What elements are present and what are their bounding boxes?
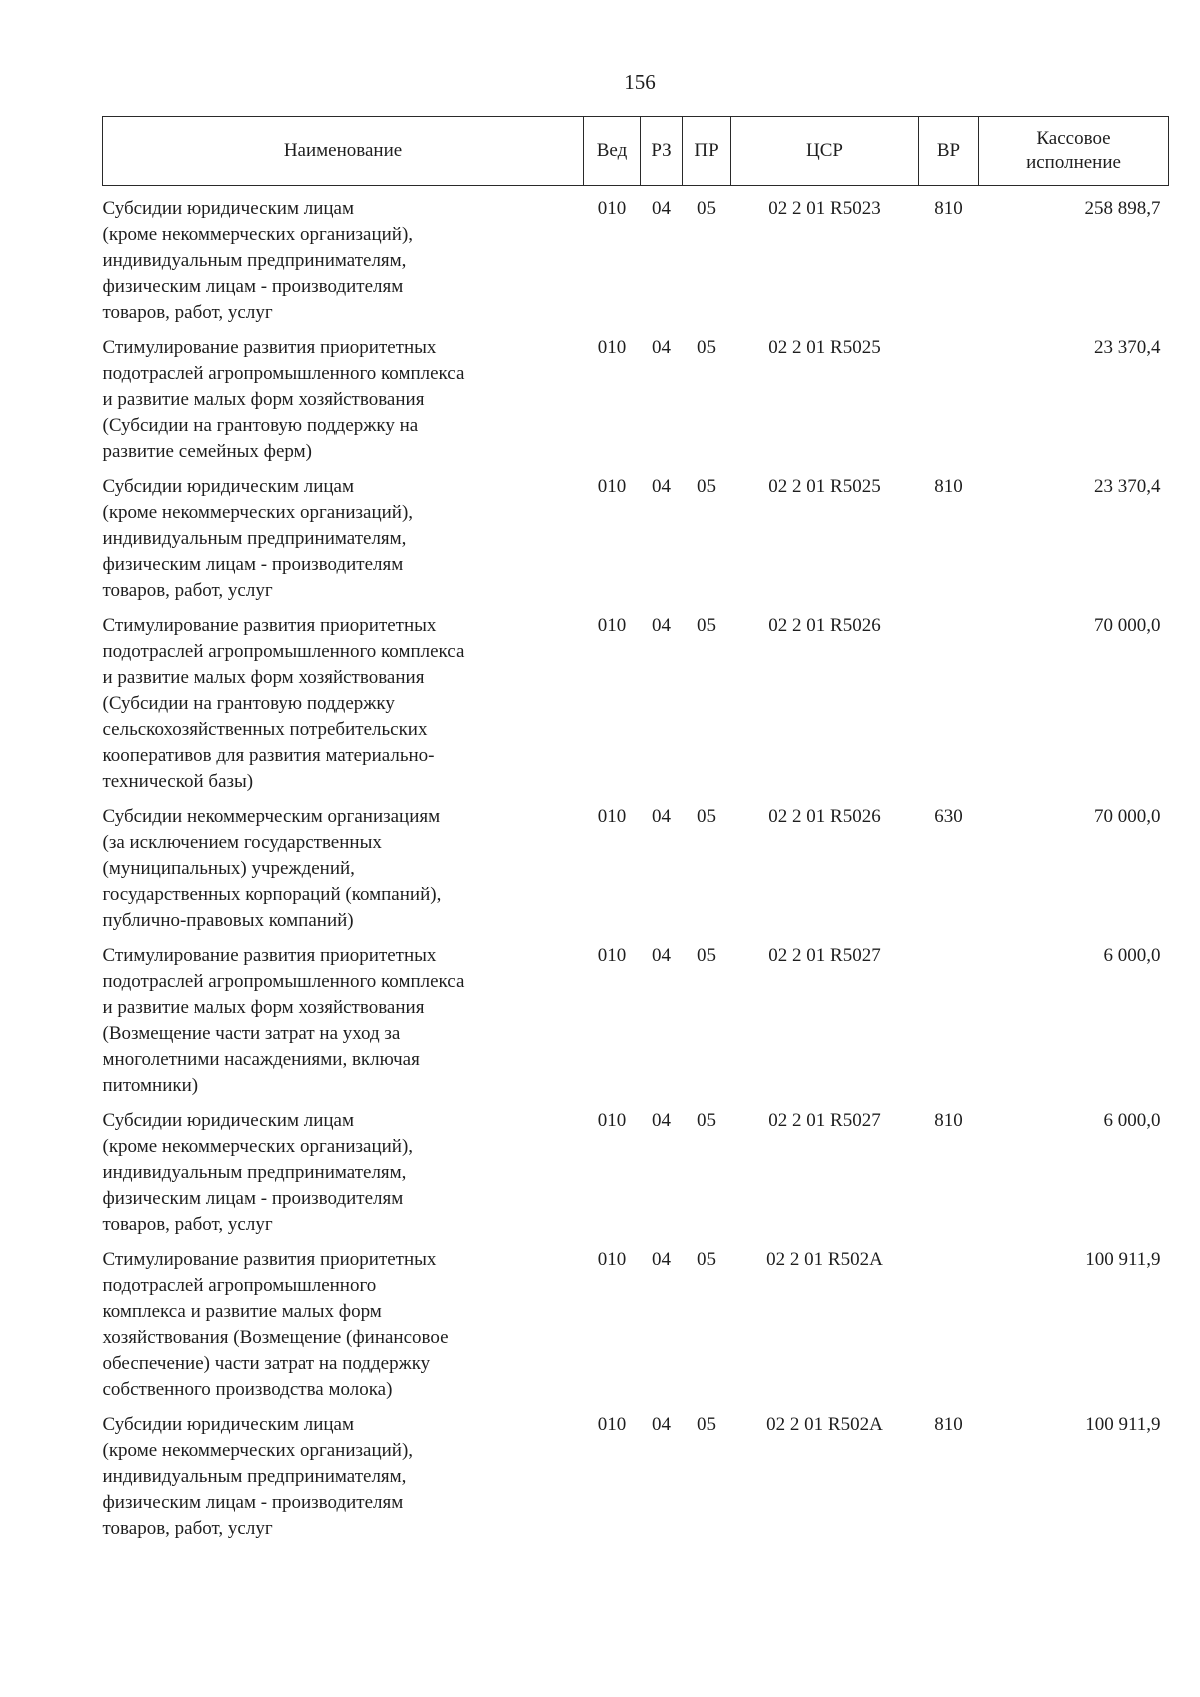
row-amount: 6 000,0 — [1103, 1110, 1161, 1131]
row-name-line: Стимулирование развития приоритетных — [102, 1249, 437, 1270]
header-amount — [979, 117, 1169, 186]
table-row — [103, 804, 1169, 943]
row-name-line: подотраслей агропромышленного комплекса — [102, 971, 465, 992]
row-csr: 02 2 01 R502A — [766, 1414, 883, 1435]
row-name-line: (Возмещение части затрат на уход за — [102, 1023, 401, 1044]
row-name-line: товаров, работ, услуг — [102, 580, 273, 601]
row-ved: 010 — [597, 806, 627, 827]
row-vr: 630 — [934, 806, 963, 827]
row-name-line: (кроме некоммерческих организаций), — [102, 1136, 414, 1157]
row-name-line: индивидуальным предпринимателям, — [102, 1466, 407, 1487]
row-name-line: Стимулирование развития приоритетных — [102, 945, 437, 966]
row-name — [103, 804, 584, 943]
row-name-line: питомники) — [102, 1075, 199, 1096]
row-name-line: индивидуальным предпринимателям, — [102, 250, 407, 271]
row-csr: 02 2 01 R502A — [766, 1249, 883, 1270]
row-vr — [919, 1247, 979, 1412]
table-row — [103, 613, 1169, 804]
table-row — [103, 1108, 1169, 1247]
row-amount: 100 911,9 — [1085, 1414, 1161, 1435]
budget-table — [102, 116, 1169, 1551]
row-name — [103, 186, 584, 336]
header-amount-line2: исполнение — [1026, 152, 1121, 173]
row-vr — [919, 943, 979, 1108]
row-pr: 05 — [697, 1110, 716, 1131]
row-rz: 04 — [652, 198, 671, 219]
row-ved: 010 — [597, 615, 627, 636]
row-pr: 05 — [697, 1414, 716, 1435]
row-amount: 100 911,9 — [1085, 1249, 1161, 1270]
row-name-line: подотраслей агропромышленного комплекса — [102, 363, 465, 384]
header-name: Наименование — [103, 117, 584, 186]
row-name-line: кооперативов для развития материально- — [102, 745, 435, 766]
row-name-line: (кроме некоммерческих организаций), — [102, 1440, 414, 1461]
row-pr: 05 — [697, 198, 716, 219]
row-name-line: Субсидии юридическим лицам — [102, 1414, 355, 1435]
row-name-line: (Субсидии на грантовую поддержку — [102, 693, 395, 714]
row-pr: 05 — [697, 615, 716, 636]
row-vr — [919, 613, 979, 804]
row-name-line: (кроме некоммерческих организаций), — [102, 224, 414, 245]
row-name — [103, 474, 584, 613]
row-name-line: сельскохозяйственных потребительских — [102, 719, 428, 740]
row-rz: 04 — [652, 337, 671, 358]
table-row — [103, 335, 1169, 474]
row-name-line: (кроме некоммерческих организаций), — [102, 502, 414, 523]
row-amount: 258 898,7 — [1084, 198, 1161, 219]
row-name-line: физическим лицам - производителям — [102, 276, 404, 297]
header-vr: ВР — [919, 117, 979, 186]
row-csr: 02 2 01 R5026 — [768, 615, 881, 636]
row-name-line: Стимулирование развития приоритетных — [102, 615, 437, 636]
row-name-line: (муниципальных) учреждений, — [102, 858, 355, 879]
row-name-line: физическим лицам - производителям — [102, 554, 404, 575]
row-rz: 04 — [652, 615, 671, 636]
row-name — [103, 1108, 584, 1247]
row-name-line: многолетними насаждениями, включая — [102, 1049, 420, 1070]
row-pr: 05 — [697, 476, 716, 497]
row-name-line: государственных корпораций (компаний), — [102, 884, 442, 905]
table-row — [103, 1247, 1169, 1412]
table-header — [103, 117, 1169, 186]
row-csr: 02 2 01 R5025 — [768, 476, 881, 497]
row-vr: 810 — [934, 476, 963, 497]
row-name-line: товаров, работ, услуг — [102, 1214, 273, 1235]
row-vr: 810 — [934, 1414, 963, 1435]
row-ved: 010 — [597, 198, 627, 219]
row-csr: 02 2 01 R5027 — [768, 1110, 881, 1131]
row-ved: 010 — [597, 476, 627, 497]
row-name — [103, 335, 584, 474]
header-csr: ЦСР — [731, 117, 919, 186]
row-rz: 04 — [652, 1110, 671, 1131]
row-amount: 70 000,0 — [1094, 615, 1161, 636]
row-csr: 02 2 01 R5026 — [768, 806, 881, 827]
row-name-line: обеспечение) части затрат на поддержку — [102, 1353, 431, 1374]
header-ved: Вед — [584, 117, 641, 186]
row-name-line: товаров, работ, услуг — [102, 302, 273, 323]
row-vr — [919, 335, 979, 474]
row-name-line: комплекса и развитие малых форм — [102, 1301, 382, 1322]
row-name-line: Субсидии юридическим лицам — [102, 1110, 355, 1131]
header-rz: РЗ — [641, 117, 683, 186]
row-vr: 810 — [934, 198, 963, 219]
row-rz: 04 — [652, 476, 671, 497]
row-ved: 010 — [597, 1414, 627, 1435]
row-name-line: индивидуальным предпринимателям, — [102, 528, 407, 549]
row-name-line: подотраслей агропромышленного — [102, 1275, 377, 1296]
row-name-line: физическим лицам - производителям — [102, 1188, 404, 1209]
row-amount: 23 370,4 — [1094, 337, 1161, 358]
row-pr: 05 — [697, 806, 716, 827]
row-vr: 810 — [934, 1110, 963, 1131]
row-amount: 70 000,0 — [1094, 806, 1161, 827]
row-ved: 010 — [597, 1110, 627, 1131]
row-name-line: (Субсидии на грантовую поддержку на — [102, 415, 419, 436]
table-row — [103, 1412, 1169, 1551]
row-amount: 6 000,0 — [1103, 945, 1161, 966]
row-name-line: физическим лицам - производителям — [102, 1492, 404, 1513]
row-name-line: подотраслей агропромышленного комплекса — [102, 641, 465, 662]
row-name — [103, 943, 584, 1108]
header-amount-line1: Кассовое — [1036, 128, 1111, 149]
row-csr: 02 2 01 R5027 — [768, 945, 881, 966]
row-name-line: и развитие малых форм хозяйствования — [102, 667, 425, 688]
row-name-line: Субсидии некоммерческим организациям — [102, 806, 441, 827]
row-name — [103, 1412, 584, 1551]
row-rz: 04 — [652, 806, 671, 827]
row-name-line: Субсидии юридическим лицам — [102, 476, 355, 497]
row-csr: 02 2 01 R5023 — [768, 198, 881, 219]
table-row — [103, 186, 1169, 336]
row-pr: 05 — [697, 337, 716, 358]
row-name — [103, 1247, 584, 1412]
row-name-line: Субсидии юридическим лицам — [102, 198, 355, 219]
row-pr: 05 — [697, 945, 716, 966]
row-name — [103, 613, 584, 804]
table-row — [103, 474, 1169, 613]
row-pr: 05 — [697, 1249, 716, 1270]
row-rz: 04 — [652, 945, 671, 966]
row-rz: 04 — [652, 1414, 671, 1435]
row-name-line: индивидуальным предпринимателям, — [102, 1162, 407, 1183]
row-amount: 23 370,4 — [1094, 476, 1161, 497]
page-number: 156 — [624, 70, 656, 94]
row-name-line: технической базы) — [102, 771, 254, 792]
table-row — [103, 943, 1169, 1108]
row-name-line: (за исключением государственных — [102, 832, 382, 853]
header-pr: ПР — [683, 117, 731, 186]
row-name-line: собственного производства молока) — [102, 1379, 393, 1400]
row-name-line: и развитие малых форм хозяйствования — [102, 389, 425, 410]
row-ved: 010 — [597, 1249, 627, 1270]
row-rz: 04 — [652, 1249, 671, 1270]
row-name-line: развитие семейных ферм) — [102, 441, 312, 462]
row-name-line: хозяйствования (Возмещение (финансовое — [102, 1327, 449, 1348]
row-ved: 010 — [597, 337, 627, 358]
row-name-line: товаров, работ, услуг — [102, 1518, 273, 1539]
row-ved: 010 — [597, 945, 627, 966]
row-name-line: и развитие малых форм хозяйствования — [102, 997, 425, 1018]
table-body — [103, 186, 1169, 1552]
row-csr: 02 2 01 R5025 — [768, 337, 881, 358]
row-name-line: Стимулирование развития приоритетных — [102, 337, 437, 358]
row-name-line: публично-правовых компаний) — [102, 910, 354, 931]
